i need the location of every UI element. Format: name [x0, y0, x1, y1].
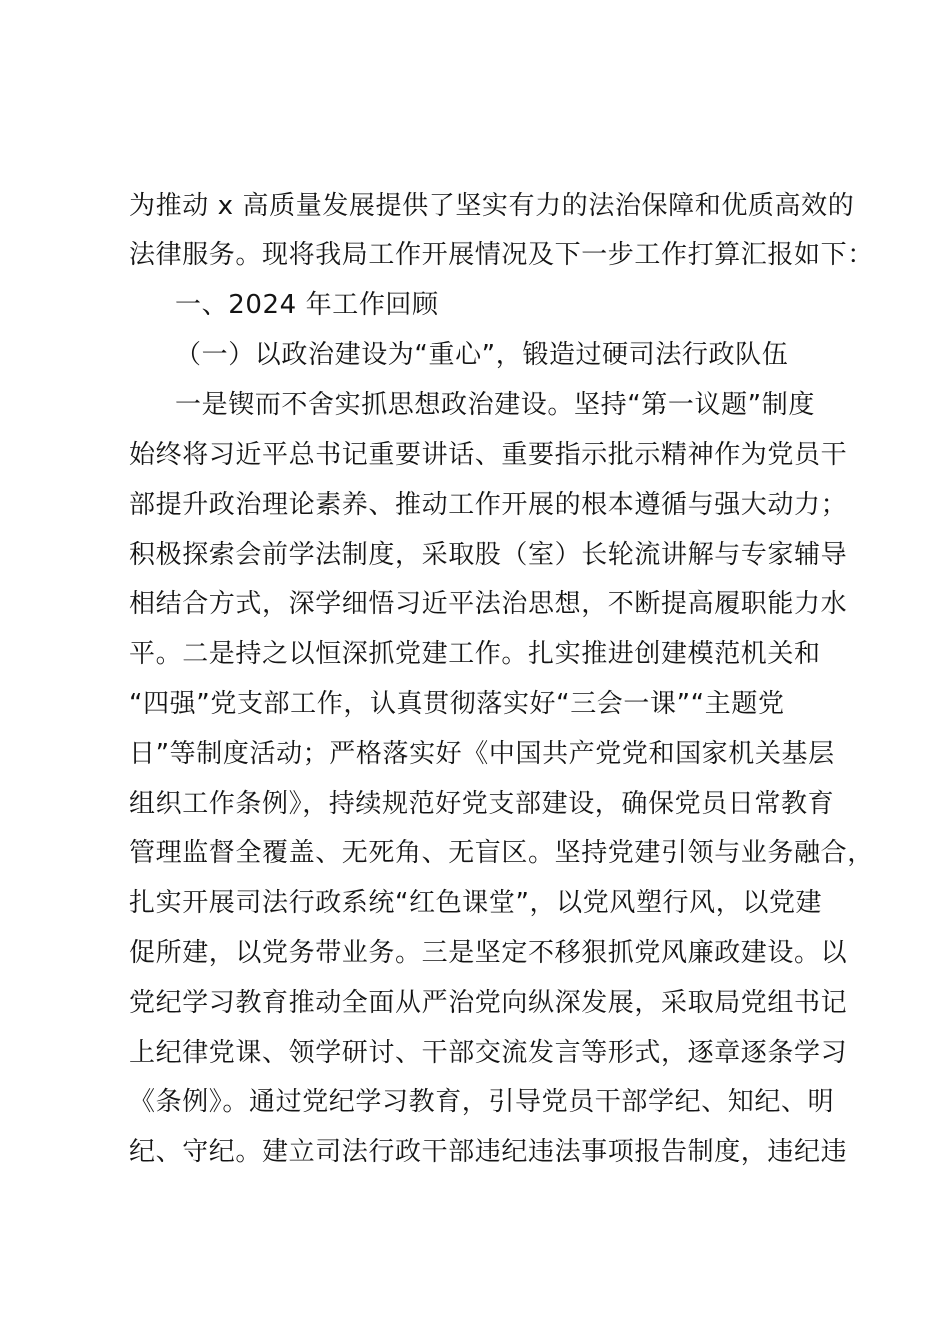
body-text-line: 相结合方式，深学细悟习近平法治思想，不断提高履职能力水	[129, 589, 848, 619]
body-text-line: 为推动 x 高质量发展提供了坚实有力的法治保障和优质高效的	[129, 191, 855, 221]
body-text-line: 日”等制度活动；严格落实好《中国共产党党和国家机关基层	[129, 739, 835, 769]
subsection-heading: （一）以政治建设为“重心”，锻造过硬司法行政队伍	[175, 340, 789, 370]
body-text-line: 促所建，以党务带业务。三是坚定不移狠抓党风廉政建设。以	[129, 938, 848, 968]
body-text-line: 部提升政治理论素养、推动工作开展的根本遵循与强大动力；	[129, 490, 848, 520]
body-text-line: 上纪律党课、领学研讨、干部交流发言等形式，逐章逐条学习	[129, 1038, 848, 1068]
body-text-line: 组织工作条例》，持续规范好党支部建设，确保党员日常教育	[129, 789, 835, 819]
paragraph-first-line: 一是锲而不舍实抓思想政治建设。坚持“第一议题”制度	[175, 390, 815, 420]
body-text-line: 纪、守纪。建立司法行政干部违纪违法事项报告制度，违纪违	[129, 1137, 848, 1167]
body-text-line: 《条例》。通过党纪学习教育，引导党员干部学纪、知纪、明	[129, 1087, 835, 1117]
body-text-line: 积极探索会前学法制度，采取股（室）长轮流讲解与专家辅导	[129, 540, 848, 570]
body-text-line: “四强”党支部工作，认真贯彻落实好“三会一课”“主题党	[129, 689, 785, 719]
body-text-line: 平。二是持之以恒深抓党建工作。扎实推进创建模范机关和	[129, 639, 821, 669]
body-text-line: 管理监督全覆盖、无死角、无盲区。坚持党建引领与业务融合，	[129, 838, 874, 868]
body-text-line: 党纪学习教育推动全面从严治党向纵深发展，采取局党组书记	[129, 988, 848, 1018]
body-text-line: 扎实开展司法行政系统“红色课堂”，以党风塑行风，以党建	[129, 888, 823, 918]
body-text-line: 始终将习近平总书记重要讲话、重要指示批示精神作为党员干	[129, 440, 848, 470]
section-heading: 一、2024 年工作回顾	[175, 290, 439, 320]
body-text-line: 法律服务。现将我局工作开展情况及下一步工作打算汇报如下：	[129, 240, 874, 270]
